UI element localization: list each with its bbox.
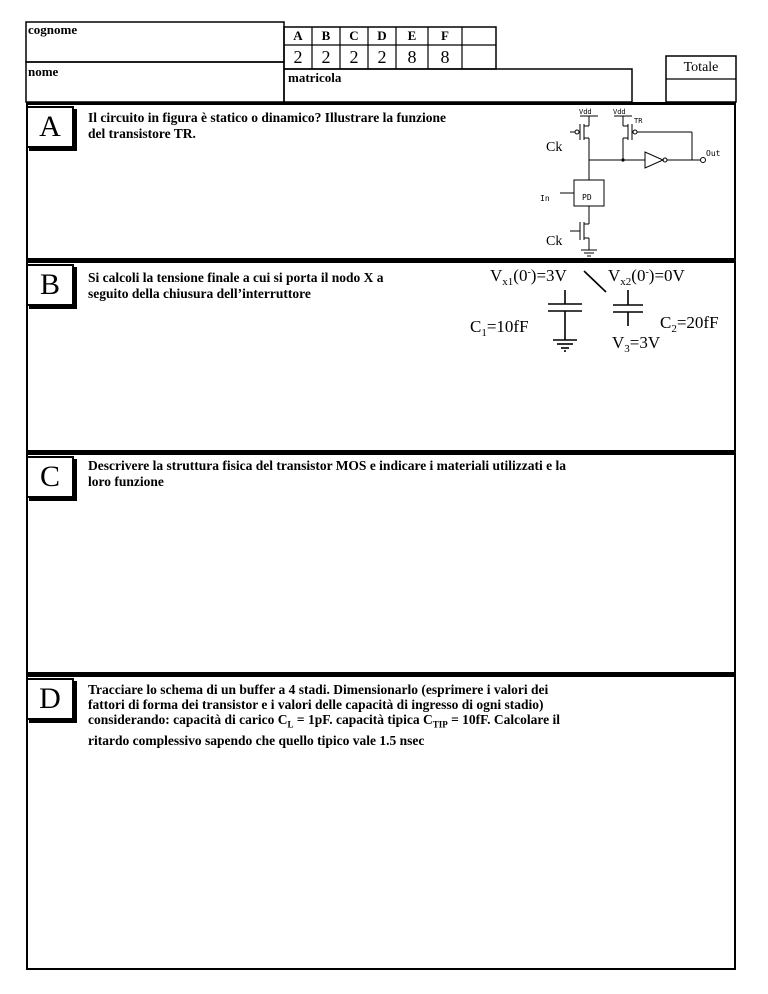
- question-a-line1: Il circuito in figura è statico o dinamico? Illustrare la funzione: [88, 110, 446, 125]
- vdd-label: Vdd: [613, 108, 626, 116]
- question-a-text: [88, 110, 446, 142]
- grade-col-value: 2: [293, 47, 303, 67]
- matricola-label: matricola: [288, 70, 342, 85]
- tr-label: TR: [634, 117, 643, 125]
- grade-col-letter: D: [377, 28, 387, 43]
- question-c-line1: Descrivere la struttura fisica del transistor MOS e indicare i materiali utilizzati e la: [88, 458, 567, 473]
- vx1-label: $V_{x1}(0^-)=3V$: [490, 266, 567, 288]
- out-label: Out: [706, 149, 721, 158]
- grade-col-letter: A: [293, 28, 303, 43]
- question-b-line1: Si calcoli la tensione finale a cui si porta il nodo X a: [88, 270, 384, 285]
- nome-label: nome: [28, 64, 59, 79]
- c1-label: $C_1=10fF$: [470, 317, 529, 339]
- grade-col-letter: C: [349, 28, 359, 43]
- in-label: In: [540, 194, 550, 203]
- pd-label: PD: [582, 193, 592, 202]
- grade-col-letter: F: [441, 28, 449, 43]
- question-d-text: [88, 682, 560, 748]
- cognome-label: cognome: [28, 22, 78, 37]
- grade-col-value: 8: [407, 47, 417, 67]
- vx2-label: $V_{x2}(0^-)=0V$: [608, 266, 685, 288]
- vdd-label: Vdd: [579, 108, 592, 116]
- question-b-text: [88, 270, 384, 302]
- v3-label: $V_3=3V$: [612, 333, 661, 355]
- grade-col-letter: E: [407, 28, 417, 43]
- grade-col-letter: B: [321, 28, 331, 43]
- question-a-line2: del transistore TR.: [88, 126, 196, 141]
- grade-col-value: 2: [377, 47, 387, 67]
- totale-label: Totale: [683, 60, 719, 75]
- c2-label: $C_2=20fF$: [660, 313, 719, 335]
- question-d-line2: fattori di forma dei transistor e i valori delle capacità di ingresso di ogni stadio): [88, 697, 544, 712]
- question-d-line3: considerando: capacità di carico $C_L = 1pF$. capacità tipica $C_{TIP} = 10fF$. Calcolare il: [88, 712, 561, 730]
- question-d-line1: Tracciare lo schema di un buffer a 4 stadi. Dimensionarlo (esprimere i valori dei: [88, 682, 549, 697]
- dynamic-circuit-figure: [520, 104, 736, 260]
- capacitor-circuit-figure: [460, 262, 736, 372]
- grade-col-value: 2: [349, 47, 359, 67]
- section-b-letter: B: [26, 264, 74, 306]
- section-c-letter: C: [26, 456, 74, 498]
- ck-label: Ck: [546, 140, 563, 155]
- grade-col-value: 8: [440, 47, 450, 67]
- section-a-letter: A: [26, 106, 74, 148]
- question-d-line4: ritardo complessivo sapendo che quello tipico vale 1.5 nsec: [88, 732, 425, 748]
- section-d-letter: D: [26, 678, 74, 720]
- grade-col-value: 2: [321, 47, 331, 67]
- question-c-text: [88, 458, 566, 490]
- question-b-line2: seguito della chiusura dell’interruttore: [88, 286, 311, 301]
- ck-label: Ck: [546, 234, 563, 249]
- question-c-line2: loro funzione: [88, 474, 164, 489]
